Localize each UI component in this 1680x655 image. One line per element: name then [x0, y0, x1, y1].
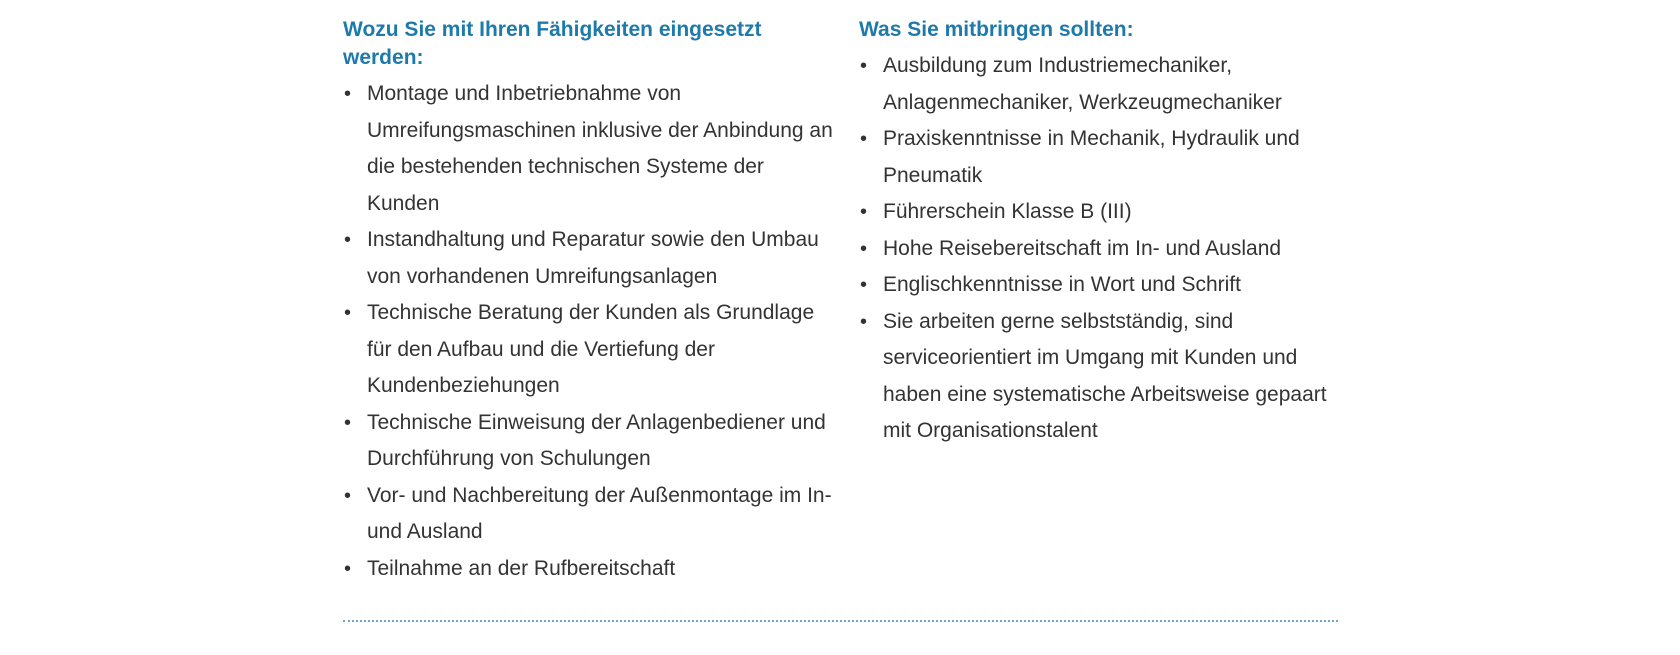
bullet-icon: • [344, 411, 352, 434]
list-item [859, 48, 1338, 121]
bullet-icon: • [344, 83, 352, 105]
list-item [859, 121, 1338, 194]
bullet-icon: • [860, 55, 868, 77]
list-item-text: Führerschein Klasse B (III) [883, 200, 1132, 223]
list-item [859, 231, 1338, 268]
bullet-icon: • [344, 229, 352, 251]
list-item-text: Englischkenntnisse in Wort und Schrift [883, 273, 1241, 296]
job-details-section [343, 16, 1338, 587]
requirements-list [859, 48, 1338, 450]
list-item [343, 551, 833, 588]
list-item-text: Technische Beratung der Kunden als Grundlage für den Aufbau und die Vertiefung der Kundenbeziehungen [367, 301, 815, 397]
list-item-text: Instandhaltung und Reparatur sowie den Umbau von vorhandenen Umreifungsanlagen [367, 228, 819, 288]
list-item [859, 194, 1338, 231]
section-divider [343, 620, 1338, 622]
list-item-text: Hohe Reisebereitschaft im In- und Ausland [883, 236, 1282, 260]
list-item-text: Sie arbeiten gerne selbstständig, sind serviceorientiert im Umgang mit Kunden und haben eine systematische Arbeitsweise gepaart mit Organisationstalent [883, 309, 1327, 442]
requirements-column [859, 16, 1338, 450]
tasks-heading: Wozu Sie mit Ihren Fähigkeiten eingesetzt werden: [343, 18, 762, 69]
list-item-text: Montage und Inbetriebnahme von Umreifungsmaschinen inklusive der Anbindung an die bestehenden technischen Systeme der Kunden [367, 82, 833, 215]
requirements-heading: Was Sie mitbringen sollten: [859, 18, 1134, 41]
bullet-icon: • [860, 128, 868, 150]
list-item-text: Technische Einweisung der Anlagenbediener und Durchführung von Schulungen [367, 410, 826, 470]
list-item [343, 478, 833, 551]
bullet-icon: • [860, 237, 868, 260]
list-item [343, 222, 833, 295]
list-item-text: Teilnahme an der Rufbereitschaft [367, 556, 676, 580]
tasks-column [343, 16, 833, 587]
tasks-list [343, 76, 833, 587]
list-item-text: Ausbildung zum Industriemechaniker, Anlagenmechaniker, Werkzeugmechaniker [883, 54, 1282, 114]
bullet-icon: • [860, 310, 868, 333]
list-item-text: Vor- und Nachbereitung der Außenmontage im In- und Ausland [367, 483, 832, 543]
bullet-icon: • [860, 201, 868, 223]
list-item [343, 76, 833, 222]
list-item-text: Praxiskenntnisse in Mechanik, Hydraulik und Pneumatik [883, 127, 1300, 187]
list-item [343, 295, 833, 405]
list-item [859, 267, 1338, 304]
bullet-icon: • [344, 484, 352, 507]
list-item [343, 405, 833, 478]
two-column-layout [343, 16, 1338, 587]
bullet-icon: • [860, 274, 868, 296]
bullet-icon: • [344, 302, 352, 324]
bullet-icon: • [344, 557, 352, 580]
list-item [859, 304, 1338, 450]
